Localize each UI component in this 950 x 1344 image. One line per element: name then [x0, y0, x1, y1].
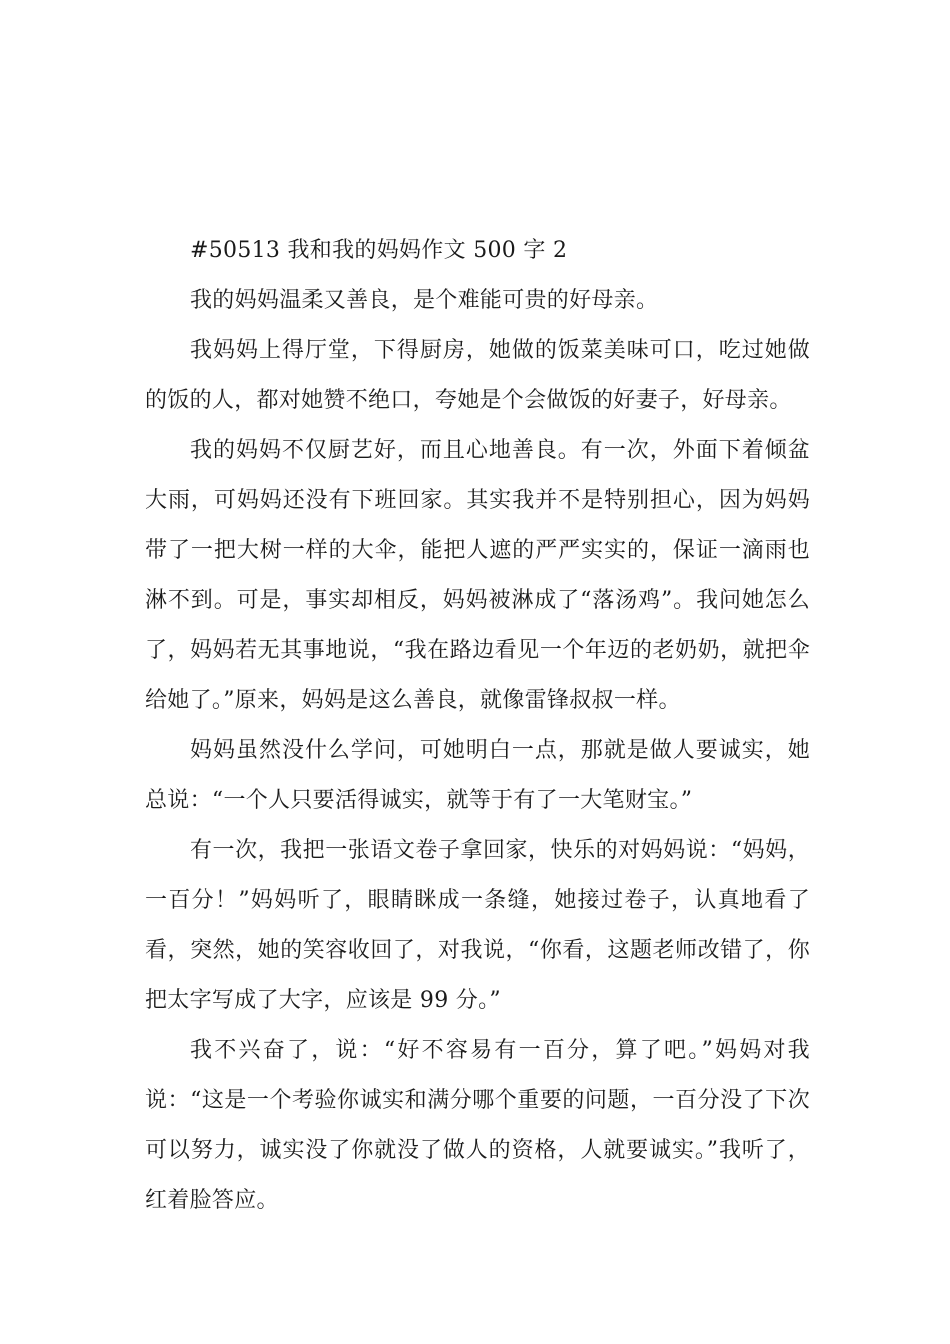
document-title: #50513 我和我的妈妈作文 500 字 2 — [190, 238, 568, 263]
paragraph-3: 我的妈妈不仅厨艺好，而且心地善良。有一次，外面下着倾盆大雨，可妈妈还没有下班回家。其实我并不是特别担心，因为妈妈带了一把大树一样的大伞，能把人遮的严严实实的，保证一滴雨也淋不到。可是，事实却相反，妈妈被淋成了“落汤鸡”。我问她怎么了，妈妈若无其事地说，“我在路边看见一个年迈的老奶奶，就把伞给她了。”原来，妈妈是这么善良，就像雷锋叔叔一样。 — [145, 438, 810, 713]
paragraph-6: 我不兴奋了，说：“好不容易有一百分，算了吧。”妈妈对我说：“这是一个考验你诚实和满分哪个重要的问题，一百分没了下次可以努力，诚实没了你就没了做人的资格，人就要诚实。”我听了，红着脸答应。 — [145, 1038, 810, 1213]
document-body — [145, 226, 810, 1226]
paragraph-5: 有一次，我把一张语文卷子拿回家，快乐的对妈妈说：“妈妈，一百分！”妈妈听了，眼睛眯成一条缝，她接过卷子，认真地看了看，突然，她的笑容收回了，对我说，“你看，这题老师改错了，你把太字写成了大字，应该是 99 分。” — [145, 838, 810, 1013]
paragraph-2: 我妈妈上得厅堂，下得厨房，她做的饭菜美味可口，吃过她做的饭的人，都对她赞不绝口，夸她是个会做饭的好妻子，好母亲。 — [145, 338, 810, 413]
paragraph-4: 妈妈虽然没什么学问，可她明白一点，那就是做人要诚实，她总说：“一个人只要活得诚实，就等于有了一大笔财宝。” — [145, 738, 810, 813]
paragraph-1: 我的妈妈温柔又善良，是个难能可贵的好母亲。 — [190, 288, 659, 313]
